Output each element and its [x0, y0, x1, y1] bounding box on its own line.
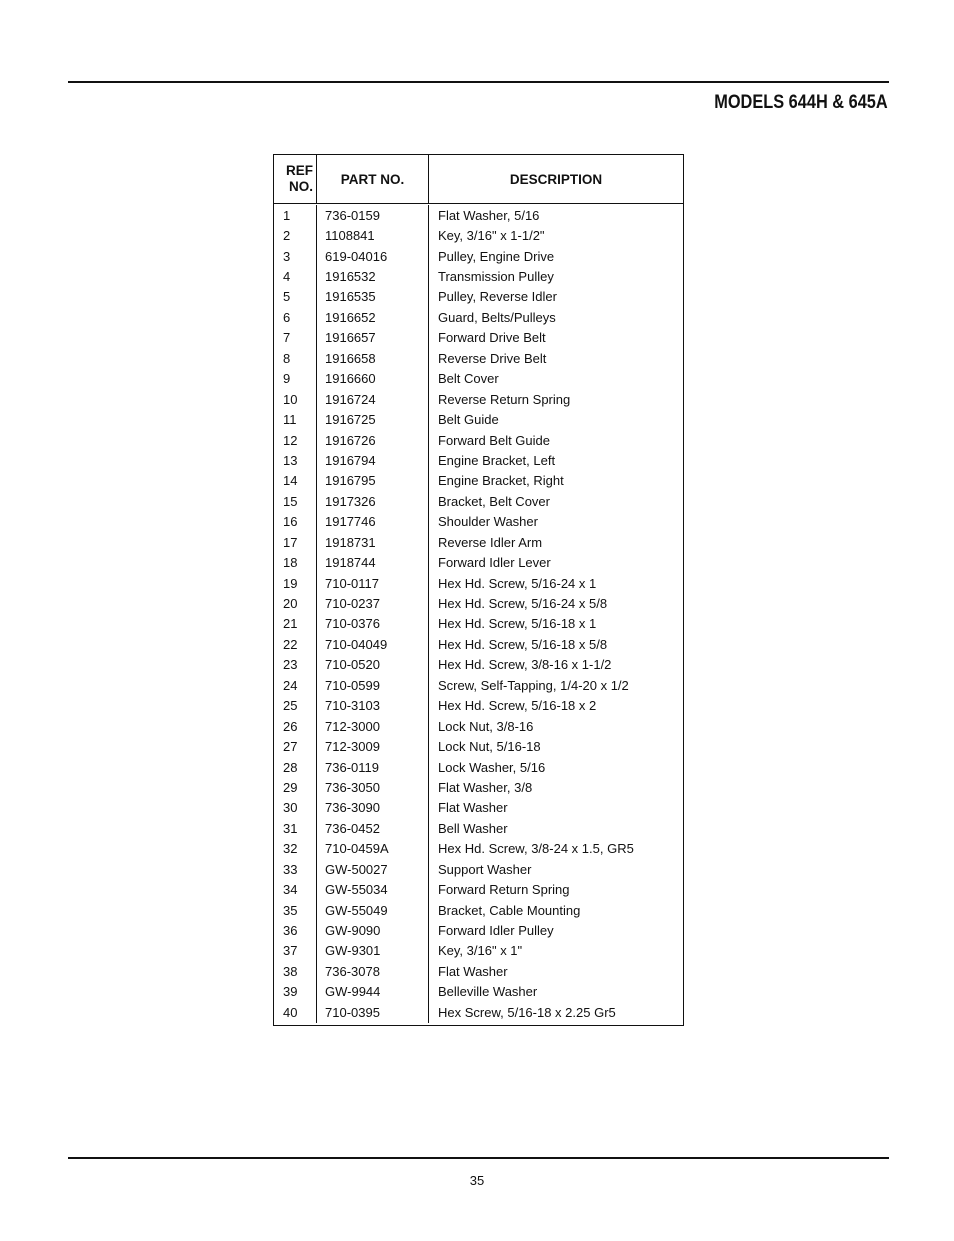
part-no-cell: 736-0119 — [317, 757, 429, 777]
description-cell: Belt Guide — [438, 412, 499, 428]
part-no-cell: GW-9090 — [317, 920, 429, 940]
table-row — [274, 614, 683, 634]
table-row — [274, 491, 683, 511]
ref-cell: 5 — [274, 287, 317, 307]
description-cell: Hex Hd. Screw, 5/16-24 x 1 — [438, 575, 597, 591]
column-header-part-no: PART NO. — [317, 155, 429, 203]
description-cell: Bracket, Cable Mounting — [438, 902, 581, 918]
part-no-cell: GW-9301 — [317, 941, 429, 961]
part-no-cell: 1916535 — [317, 287, 429, 307]
table-row — [274, 655, 683, 675]
description-cell: Hex Hd. Screw, 3/8-24 x 1.5, GR5 — [438, 841, 634, 857]
ref-cell: 23 — [274, 655, 317, 675]
description-cell: Engine Bracket, Left — [438, 452, 556, 468]
description-cell: Flat Washer, 3/8 — [438, 779, 533, 795]
description-cell: Forward Belt Guide — [438, 432, 550, 448]
part-no-cell: GW-55034 — [317, 879, 429, 899]
description-cell: Support Washer — [438, 861, 532, 877]
table-row — [274, 328, 683, 348]
description-cell: Reverse Drive Belt — [438, 350, 547, 366]
ref-cell: 35 — [274, 900, 317, 920]
table-row — [274, 818, 683, 838]
parts-table — [273, 154, 684, 1026]
description-cell: Bell Washer — [438, 820, 508, 836]
ref-cell: 12 — [274, 430, 317, 450]
ref-cell: 25 — [274, 696, 317, 716]
ref-cell: 22 — [274, 634, 317, 654]
part-no-cell: 736-0159 — [317, 205, 429, 225]
part-no-cell: 710-0520 — [317, 655, 429, 675]
part-no-cell: 1918731 — [317, 532, 429, 552]
table-row — [274, 450, 683, 470]
description-cell: Hex Hd. Screw, 5/16-24 x 5/8 — [438, 596, 608, 612]
part-no-cell: 1916657 — [317, 328, 429, 348]
table-row — [274, 696, 683, 716]
description-cell: Lock Nut, 5/16-18 — [438, 739, 541, 755]
top-rule — [68, 81, 889, 83]
description-cell: Pulley, Engine Drive — [438, 248, 555, 264]
ref-cell: 14 — [274, 471, 317, 491]
ref-cell: 27 — [274, 736, 317, 756]
ref-cell: 6 — [274, 307, 317, 327]
part-no-cell: 1108841 — [317, 225, 429, 245]
ref-cell: 34 — [274, 879, 317, 899]
table-row — [274, 532, 683, 552]
ref-cell: 24 — [274, 675, 317, 695]
description-cell: Lock Nut, 3/8-16 — [438, 718, 534, 734]
part-no-cell: 710-0459A — [317, 839, 429, 859]
description-cell: Shoulder Washer — [438, 514, 538, 530]
part-no-cell: 1916794 — [317, 450, 429, 470]
ref-cell: 26 — [274, 716, 317, 736]
table-header — [274, 155, 683, 204]
description-cell: Lock Washer, 5/16 — [438, 759, 546, 775]
part-no-cell: 1916726 — [317, 430, 429, 450]
part-no-cell: 710-0237 — [317, 593, 429, 613]
ref-cell: 29 — [274, 777, 317, 797]
ref-cell: 18 — [274, 552, 317, 572]
description-cell: Forward Idler Pulley — [438, 923, 554, 939]
table-row — [274, 634, 683, 654]
ref-cell: 30 — [274, 798, 317, 818]
ref-cell: 20 — [274, 593, 317, 613]
table-row — [274, 471, 683, 491]
table-row — [274, 900, 683, 920]
table-row — [274, 716, 683, 736]
description-cell: Key, 3/16" x 1" — [438, 943, 523, 959]
part-no-cell: 710-0117 — [317, 573, 429, 593]
part-no-cell: 1918744 — [317, 552, 429, 572]
part-no-cell: 1916652 — [317, 307, 429, 327]
description-cell: Reverse Idler Arm — [438, 534, 543, 550]
table-row — [274, 839, 683, 859]
table-row — [274, 287, 683, 307]
description-cell: Key, 3/16" x 1-1/2" — [438, 228, 545, 244]
description-cell: Hex Hd. Screw, 5/16-18 x 2 — [438, 698, 597, 714]
part-no-cell: 1916658 — [317, 348, 429, 368]
part-no-cell: 1917746 — [317, 512, 429, 532]
part-no-cell: 1917326 — [317, 491, 429, 511]
table-row — [274, 593, 683, 613]
part-no-cell: 736-3090 — [317, 798, 429, 818]
table-row — [274, 389, 683, 409]
table-row — [274, 573, 683, 593]
description-cell: Hex Hd. Screw, 5/16-18 x 5/8 — [438, 636, 608, 652]
part-no-cell: 1916660 — [317, 369, 429, 389]
description-cell: Flat Washer, 5/16 — [438, 207, 540, 223]
description-cell: Hex Hd. Screw, 3/8-16 x 1-1/2 — [438, 657, 612, 673]
part-no-cell: 710-04049 — [317, 634, 429, 654]
ref-cell: 2 — [274, 225, 317, 245]
ref-cell: 11 — [274, 409, 317, 429]
description-cell: Transmission Pulley — [438, 269, 554, 285]
description-cell: Screw, Self-Tapping, 1/4-20 x 1/2 — [438, 677, 629, 693]
description-cell: Hex Screw, 5/16-18 x 2.25 Gr5 — [438, 1004, 616, 1020]
table-row — [274, 307, 683, 327]
part-no-cell: 712-3000 — [317, 716, 429, 736]
part-no-cell: 736-3050 — [317, 777, 429, 797]
table-body — [274, 204, 683, 1025]
description-cell: Guard, Belts/Pulleys — [438, 309, 556, 325]
ref-cell: 9 — [274, 369, 317, 389]
ref-cell: 17 — [274, 532, 317, 552]
part-no-cell: 619-04016 — [317, 246, 429, 266]
table-row — [274, 552, 683, 572]
column-header-ref-no — [274, 155, 317, 203]
bottom-rule — [68, 1157, 889, 1159]
table-row — [274, 246, 683, 266]
part-no-cell: 712-3009 — [317, 736, 429, 756]
description-cell: Belt Cover — [438, 371, 499, 387]
ref-cell: 8 — [274, 348, 317, 368]
part-no-cell: 710-0599 — [317, 675, 429, 695]
table-row — [274, 982, 683, 1002]
description-cell: Forward Return Spring — [438, 882, 570, 898]
part-no-cell: GW-50027 — [317, 859, 429, 879]
description-cell: Flat Washer — [438, 800, 508, 816]
description-cell: Belleville Washer — [438, 984, 538, 1000]
table-row — [274, 675, 683, 695]
description-cell: Pulley, Reverse Idler — [438, 289, 557, 305]
table-row — [274, 348, 683, 368]
part-no-cell: 736-0452 — [317, 818, 429, 838]
part-no-cell: 1916725 — [317, 409, 429, 429]
ref-cell: 31 — [274, 818, 317, 838]
description-cell: Forward Drive Belt — [438, 330, 546, 346]
ref-no-header-text: REF NO. — [286, 163, 313, 194]
ref-cell: 10 — [274, 389, 317, 409]
part-no-cell: 1916532 — [317, 266, 429, 286]
description-cell: Reverse Return Spring — [438, 391, 571, 407]
ref-cell: 39 — [274, 982, 317, 1002]
part-no-cell: GW-55049 — [317, 900, 429, 920]
table-row — [274, 798, 683, 818]
ref-cell: 3 — [274, 246, 317, 266]
table-row — [274, 757, 683, 777]
ref-cell: 15 — [274, 491, 317, 511]
ref-cell: 4 — [274, 266, 317, 286]
ref-cell: 36 — [274, 920, 317, 940]
table-row — [274, 879, 683, 899]
part-no-cell: 710-0395 — [317, 1002, 429, 1022]
description-cell: Forward Idler Lever — [438, 555, 551, 571]
part-no-cell: GW-9944 — [317, 982, 429, 1002]
ref-cell: 38 — [274, 961, 317, 981]
table-row — [274, 205, 683, 225]
ref-cell: 28 — [274, 757, 317, 777]
table-row — [274, 859, 683, 879]
ref-cell: 16 — [274, 512, 317, 532]
ref-cell: 32 — [274, 839, 317, 859]
page-title: MODELS 644H & 645A — [714, 92, 888, 113]
table-row — [274, 920, 683, 940]
part-no-cell: 1916724 — [317, 389, 429, 409]
table-row — [274, 266, 683, 286]
part-no-cell: 1916795 — [317, 471, 429, 491]
table-row — [274, 225, 683, 245]
table-row — [274, 512, 683, 532]
table-row — [274, 961, 683, 981]
table-row — [274, 409, 683, 429]
part-no-cell: 736-3078 — [317, 961, 429, 981]
description-cell: Hex Hd. Screw, 5/16-18 x 1 — [438, 616, 597, 632]
ref-cell: 37 — [274, 941, 317, 961]
part-no-cell: 710-3103 — [317, 696, 429, 716]
description-cell: Bracket, Belt Cover — [438, 493, 550, 509]
column-header-description: DESCRIPTION — [509, 171, 603, 187]
description-cell: Engine Bracket, Right — [438, 473, 564, 489]
description-cell: Flat Washer — [438, 963, 508, 979]
ref-cell: 19 — [274, 573, 317, 593]
ref-cell: 40 — [274, 1002, 317, 1022]
ref-cell: 33 — [274, 859, 317, 879]
table-row — [274, 369, 683, 389]
page-number: 35 — [469, 1173, 485, 1188]
table-row — [274, 736, 683, 756]
ref-cell: 7 — [274, 328, 317, 348]
table-row — [274, 1002, 683, 1022]
ref-cell: 13 — [274, 450, 317, 470]
table-row — [274, 430, 683, 450]
ref-cell: 21 — [274, 614, 317, 634]
part-no-cell: 710-0376 — [317, 614, 429, 634]
table-row — [274, 941, 683, 961]
table-row — [274, 777, 683, 797]
ref-cell: 1 — [274, 205, 317, 225]
